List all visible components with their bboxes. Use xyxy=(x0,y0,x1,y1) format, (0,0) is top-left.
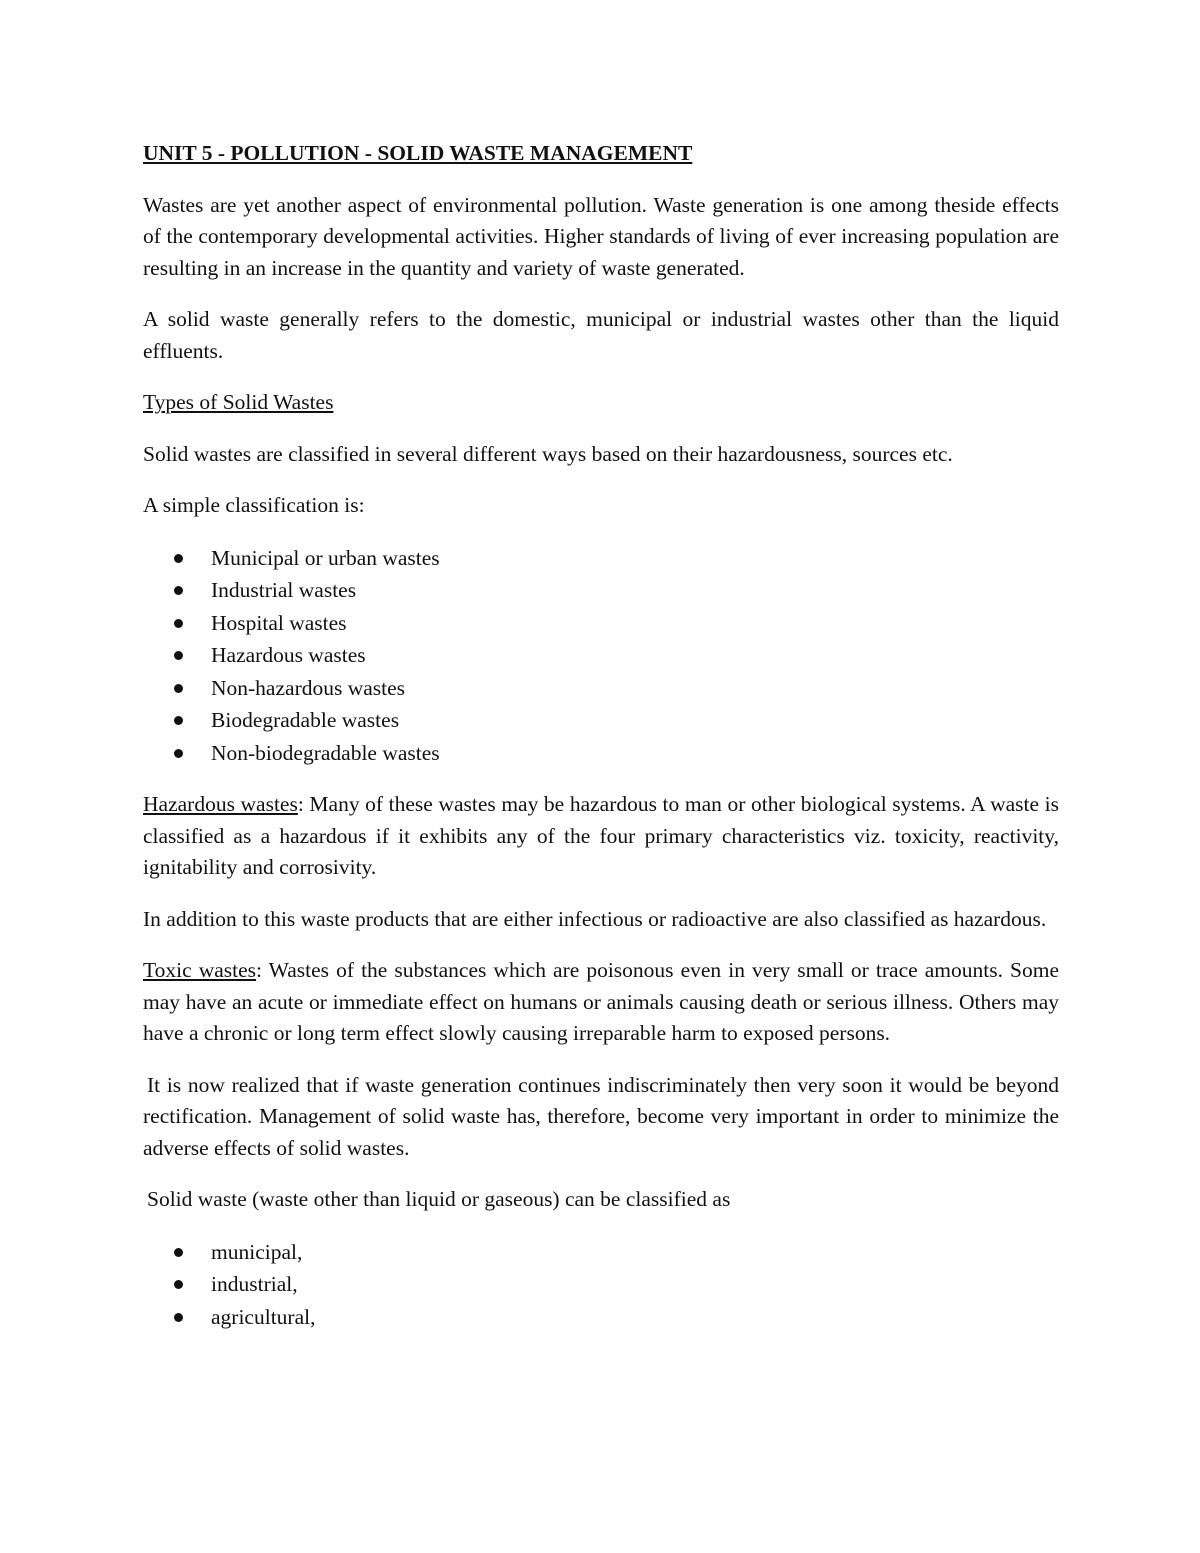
solid-waste-classes-paragraph: Solid waste (waste other than liquid or gaseous) can be classified as xyxy=(147,1187,731,1211)
toxic-paragraph xyxy=(143,955,1059,1050)
list-item xyxy=(143,672,1059,705)
bullet-icon xyxy=(174,619,183,628)
list-item-label: Hospital wastes xyxy=(211,610,347,635)
intro-paragraph: Wastes are yet another aspect of environmental pollution. Waste generation is one among theside effects of the contemporary developmental activities. Higher standards of living of ever increasing population are resulting in an increase in the quantity and variety of waste generated. xyxy=(143,192,1059,280)
simple-classification-paragraph: A simple classification is: xyxy=(143,493,365,517)
bullet-icon xyxy=(174,684,183,693)
bullet-icon xyxy=(174,749,183,758)
infectious-paragraph: In addition to this waste products that are either infectious or radioactive are also classified as hazardous. xyxy=(143,906,1047,931)
bullet-icon xyxy=(174,586,183,595)
hazardous-term: Hazardous wastes xyxy=(143,792,298,816)
hazardous-paragraph xyxy=(143,789,1059,884)
definition-paragraph: A solid waste generally refers to the domestic, municipal or industrial wastes other than the liquid effluents. xyxy=(143,307,1059,363)
list-item xyxy=(143,639,1059,672)
management-paragraph: It is now realized that if waste generation continues indiscriminately then very soon it would be beyond rectification. Management of solid waste has, therefore, become very important in order to minimize the adverse effects of solid wastes. xyxy=(143,1072,1059,1160)
list-item xyxy=(143,1236,1059,1269)
list-item xyxy=(143,1268,1059,1301)
list-item-label: municipal, xyxy=(211,1239,303,1264)
list-item xyxy=(143,704,1059,737)
list-item xyxy=(143,542,1059,575)
bullet-icon xyxy=(174,1280,183,1289)
list-item xyxy=(143,574,1059,607)
toxic-text: : Wastes of the substances which are poisonous even in very small or trace amounts. Some may have an acute or immediate effect on humans or animals causing death or serious illness. Others may have a chronic or long term effect slowly causing irreparable harm to exposed persons. xyxy=(143,958,1059,1045)
page-title: UNIT 5 - POLLUTION - SOLID WASTE MANAGEMENT xyxy=(143,141,693,165)
bullet-icon xyxy=(174,716,183,725)
list-item-label: Non-hazardous wastes xyxy=(211,675,406,700)
types-heading-paragraph xyxy=(143,387,1059,419)
toxic-term: Toxic wastes xyxy=(143,958,257,982)
list-item-label: Hazardous wastes xyxy=(211,643,366,667)
list-item xyxy=(143,737,1059,770)
bullet-icon xyxy=(174,1313,183,1322)
list-item-label: Non-biodegradable wastes xyxy=(211,740,440,765)
list-item-label: agricultural, xyxy=(211,1304,316,1329)
list-item-label: Industrial wastes xyxy=(211,578,357,602)
list-item-label: industrial, xyxy=(211,1272,298,1296)
hazardous-text: : Many of these wastes may be hazardous to man or other biological systems. A waste is classified as a hazardous if it exhibits any of the four primary characteristics viz. toxicity, reactivity, ignitability and corrosivity. xyxy=(143,792,1059,879)
list-item xyxy=(143,607,1059,640)
bullet-icon xyxy=(174,1248,183,1257)
document-page xyxy=(143,138,1059,1353)
classification-paragraph: Solid wastes are classified in several different ways based on their hazardousness, sources etc. xyxy=(143,441,953,466)
list-item-label: Biodegradable wastes xyxy=(211,708,400,732)
bullet-icon xyxy=(174,554,183,563)
waste-types-list xyxy=(143,542,1059,770)
types-heading: Types of Solid Wastes xyxy=(143,390,334,414)
solid-waste-classes-list xyxy=(143,1236,1059,1334)
bullet-icon xyxy=(174,651,183,660)
list-item-label: Municipal or urban wastes xyxy=(211,545,440,570)
list-item xyxy=(143,1301,1059,1334)
